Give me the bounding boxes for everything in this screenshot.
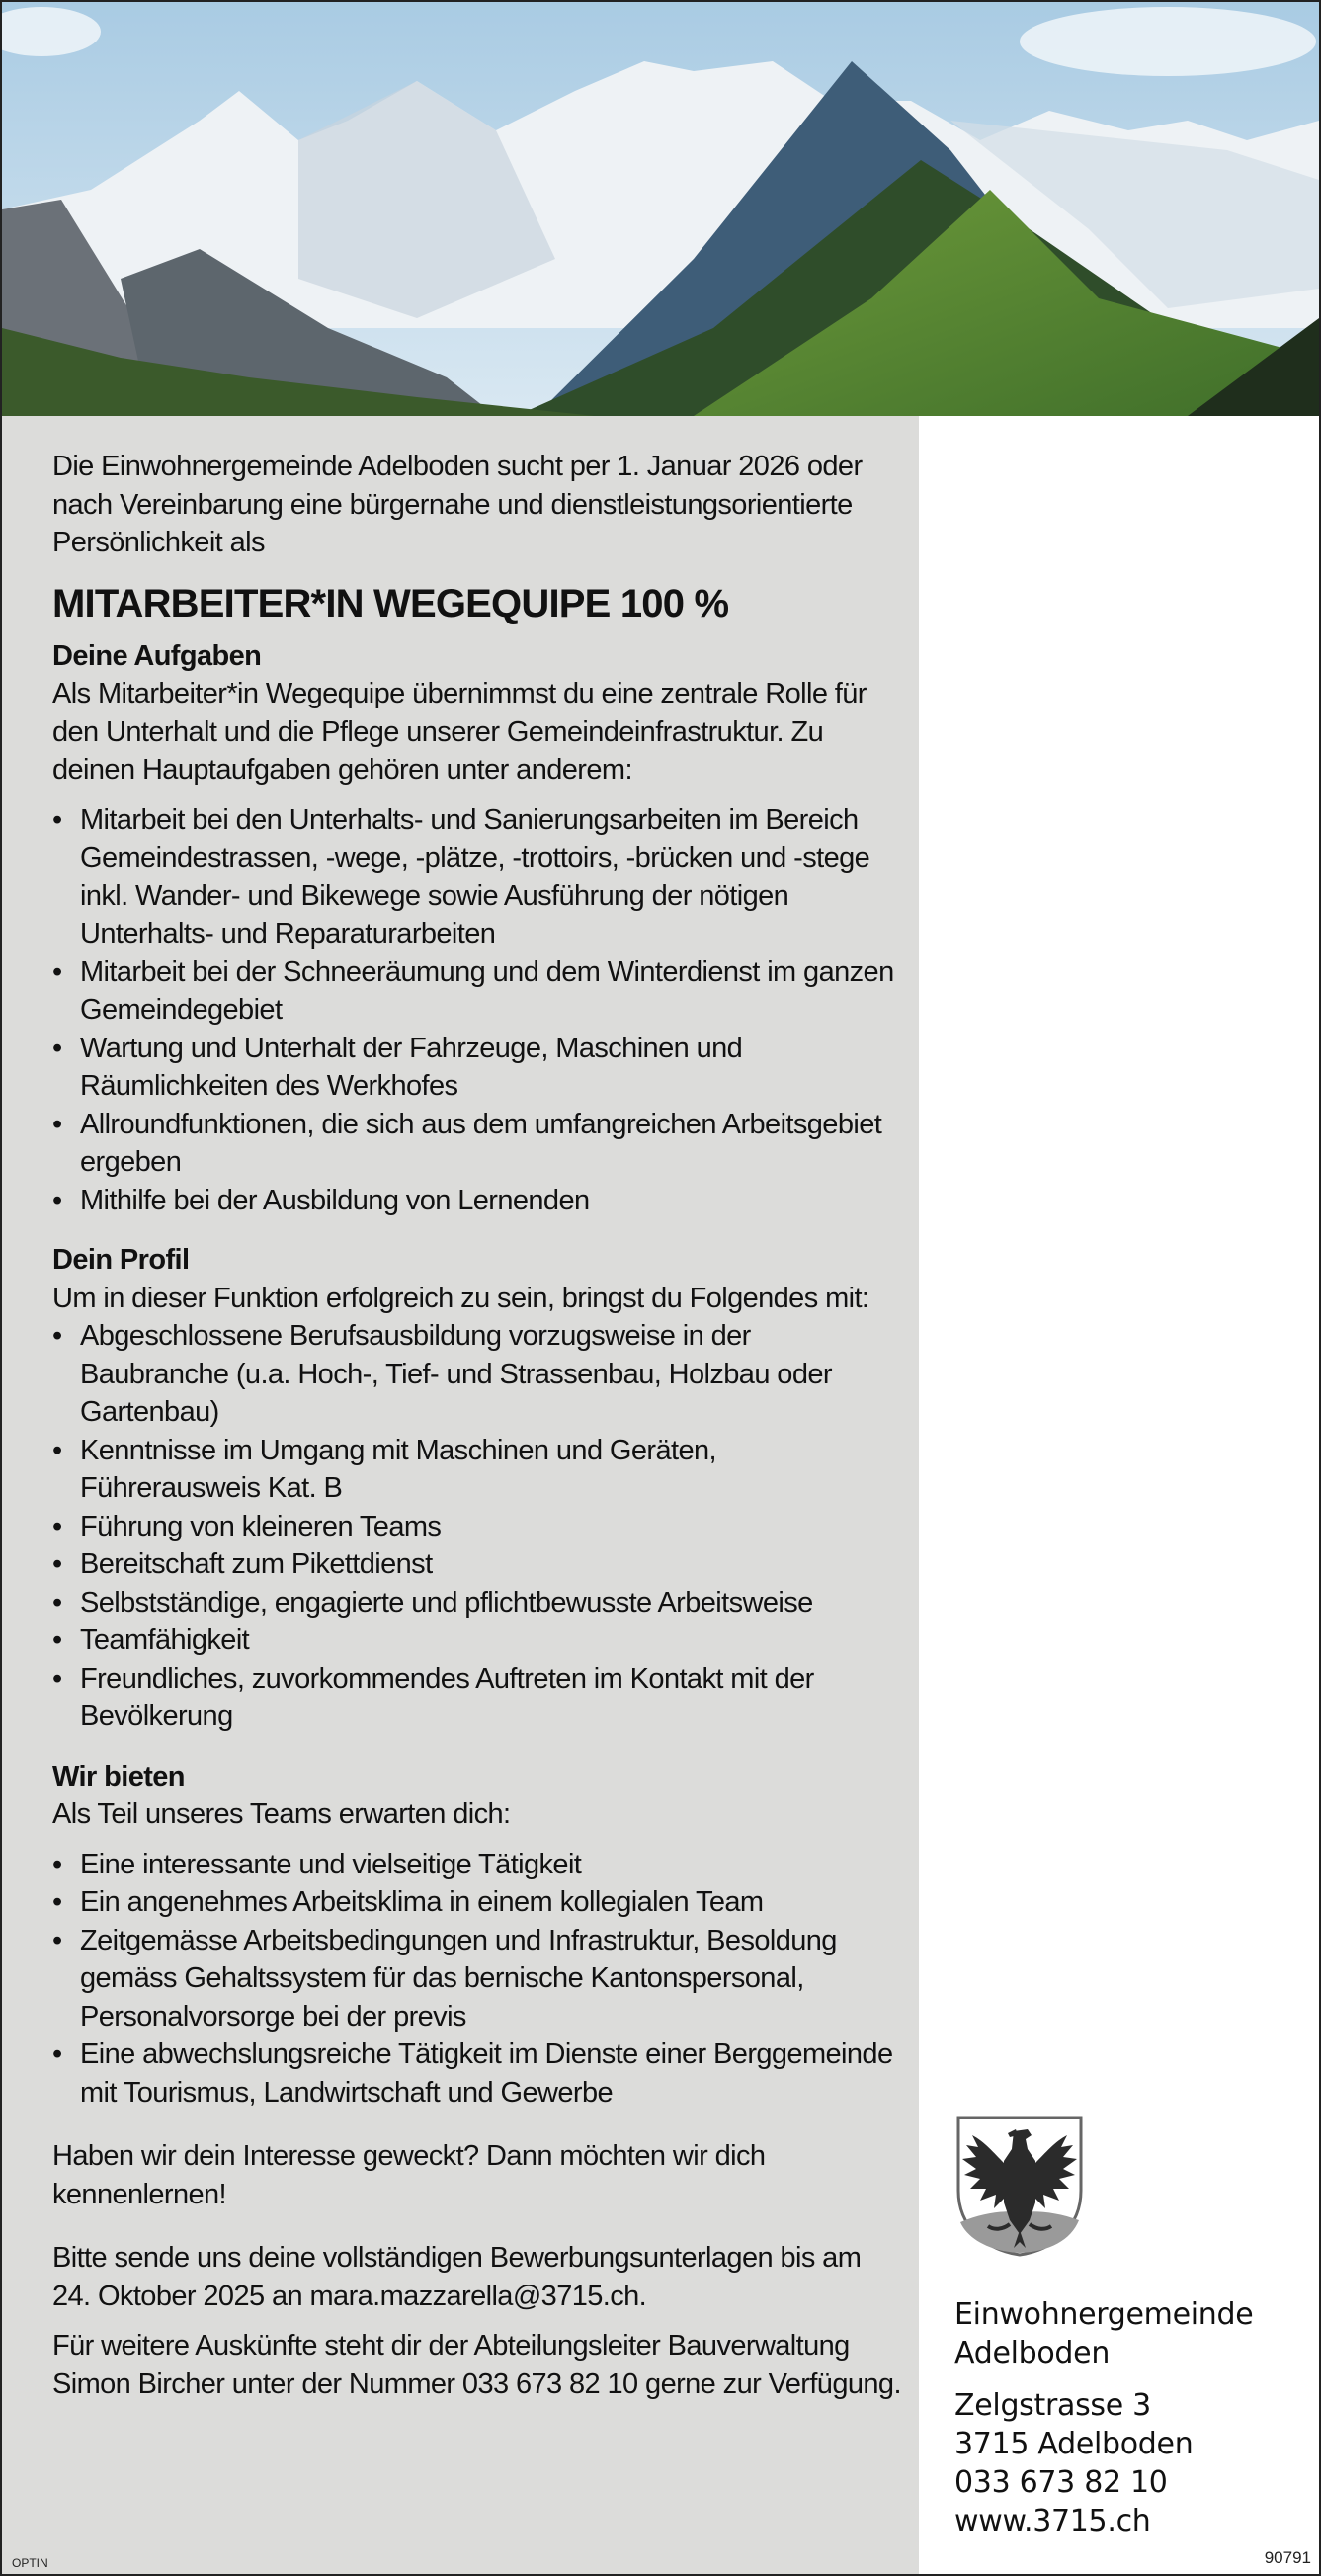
city-address: 3715 Adelboden	[954, 2427, 1194, 2461]
website-link[interactable]: www.3715.ch	[954, 2504, 1151, 2538]
tasks-lead: Als Mitarbeiter*in Wegequipe übernimmst du eine zentrale Rolle für den Unterhalt und die Pflege unserer Gemeindeinfrastruktur. Zu deinen Hauptaufgaben gehören unter anderem:	[52, 678, 867, 786]
list-item: • Selbstständige, engagierte und pflichtbewusste Arbeitsweise	[52, 1584, 902, 1622]
apply-prefix: Bitte sende uns deine vollständigen Bewerbungsunterlagen bis am 24. Oktober 2025 an	[52, 2242, 862, 2312]
intro-text: Die Einwohnergemeinde Adelboden sucht per 1. Januar 2026 oder nach Vereinbarung eine bürgernahe und dienstleistungsorientierte Persönlichkeit als	[52, 451, 863, 558]
profile-list	[52, 1317, 902, 1736]
apply-suffix: .	[638, 2280, 647, 2312]
side-panel	[919, 416, 1319, 2574]
ad-code: 90791	[1264, 2548, 1311, 2567]
street-address: Zelgstrasse 3	[954, 2388, 1151, 2423]
list-item: • Abgeschlossene Berufsausbildung vorzugsweise in der Baubranche (u.a. Hoch-, Tief- und Strassenbau, Holzbau oder Gartenbau)	[52, 1317, 902, 1432]
coat-of-arms-eagle-icon	[954, 2114, 1085, 2258]
list-item: • Bereitschaft zum Pikettdienst	[52, 1545, 902, 1584]
mountain-banner-image	[2, 2, 1319, 416]
list-item: • Eine interessante und vielseitige Tätigkeit	[52, 1846, 902, 1884]
list-item: • Kenntnisse im Umgang mit Maschinen und Geräten, Führerausweis Kat. B	[52, 1432, 902, 1508]
job-title: MITARBEITER*IN WEGEQUIPE 100 %	[52, 581, 729, 625]
offer-lead: Als Teil unseres Teams erwarten dich:	[52, 1798, 511, 1830]
org-name-line2: Adelboden	[954, 2336, 1111, 2370]
org-name-line1: Einwohnergemeinde	[954, 2297, 1254, 2332]
list-item: • Mitarbeit bei der Schneeräumung und dem Winterdienst im ganzen Gemeindegebiet	[52, 954, 902, 1030]
offer-list	[52, 1846, 902, 2113]
list-item: • Freundliches, zuvorkommendes Auftreten im Kontakt mit der Bevölkerung	[52, 1660, 902, 1736]
list-item: • Zeitgemässe Arbeitsbedingungen und Infrastruktur, Besoldung gemäss Gehaltssystem für das bernische Kantonspersonal, Personalvorsorge bei der previs	[52, 1922, 902, 2036]
contact-block	[954, 2295, 1310, 2540]
ad-body	[52, 448, 902, 2403]
organization	[954, 2295, 1310, 2372]
apply-text	[52, 2239, 902, 2315]
tasks-heading: Deine Aufgaben	[52, 639, 262, 672]
list-item: • Allroundfunktionen, die sich aus dem umfangreichen Arbeitsgebiet ergeben	[52, 1106, 902, 1182]
interest-text: Haben wir dein Interesse geweckt? Dann möchten wir dich kennenlernen!	[52, 2140, 766, 2210]
profile-lead: Um in dieser Funktion erfolgreich zu sein, bringst du Folgendes mit:	[52, 1282, 869, 1314]
profile-heading: Dein Profil	[52, 1244, 190, 1276]
phone-number[interactable]: 033 673 82 10	[954, 2465, 1168, 2500]
list-item: • Mitarbeit bei den Unterhalts- und Sanierungsarbeiten im Bereich Gemeindestrassen, -wege, -plätze, -trottoirs, -brücken und -stege inkl. Wander- und Bikewege sowie Ausführung der nötigen Unterhalts- und Reparaturarbeiten	[52, 801, 902, 954]
offer-heading: Wir bieten	[52, 1760, 185, 1792]
main-panel	[2, 416, 919, 2574]
list-item: • Wartung und Unterhalt der Fahrzeuge, Maschinen und Räumlichkeiten des Werkhofes	[52, 1030, 902, 1106]
list-item: • Teamfähigkeit	[52, 1621, 902, 1660]
optin-label: OPTIN	[12, 2556, 48, 2570]
list-item: • Mithilfe bei der Ausbildung von Lernenden	[52, 1182, 902, 1220]
email-link[interactable]: mara.mazzarella@3715.ch	[309, 2280, 639, 2312]
list-item: • Führung von kleineren Teams	[52, 1508, 902, 1546]
tasks-list	[52, 801, 902, 1220]
list-item: • Eine abwechslungsreiche Tätigkeit im Dienste einer Berggemeinde mit Tourismus, Landwirtschaft und Gewerbe	[52, 2036, 902, 2112]
info-text: Für weitere Auskünfte steht dir der Abteilungsleiter Bauverwaltung Simon Bircher unter der Nummer 033 673 82 10 gerne zur Verfügung.	[52, 2330, 901, 2400]
list-item: • Ein angenehmes Arbeitsklima in einem kollegialen Team	[52, 1883, 902, 1922]
